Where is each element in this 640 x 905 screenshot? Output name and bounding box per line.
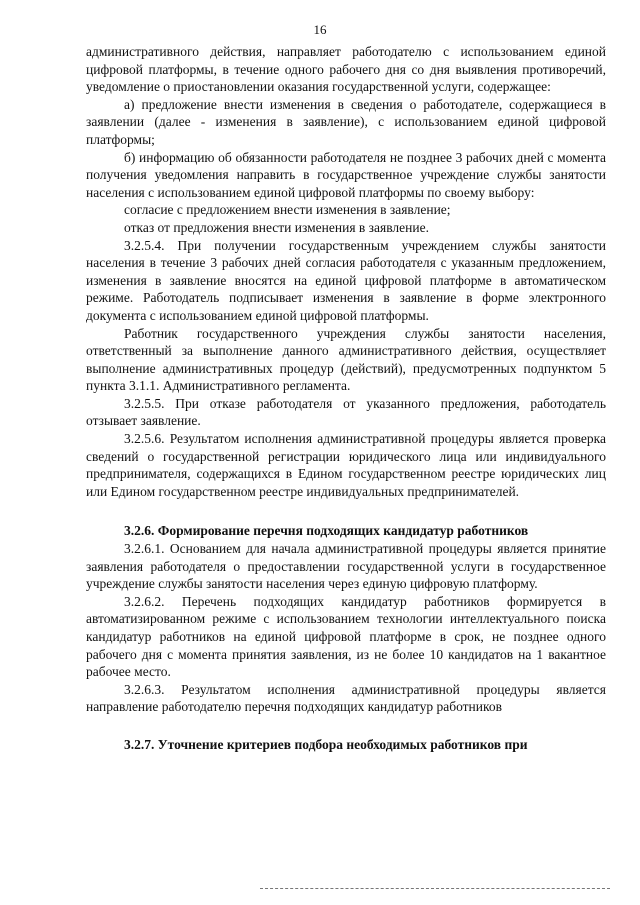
paragraph: 3.2.5.6. Результатом исполнения административной процедуры является проверка сведений о государственной регистрации юридического лица или индивидуального предпринимателя, содержащихся в Едином государственном реестре юридических лиц или Едином государственном реестре индивидуальных предпринимателей. [86,431,606,499]
paragraph: административного действия, направляет работодателю с использованием единой цифровой платформы, в течение одного рабочего дня со дня выявления противоречий, уведомление о приостановлении оказания государственной услуги, содержащее: [86,44,606,95]
paragraph: согласие с предложением внести изменения в заявление; [124,202,451,218]
footer-divider [260,888,610,889]
paragraph: Работник государственного учреждения службы занятости населения, ответственный за выполнение данного административного действия, осуществляет выполнение административных процедур (действий), предусмотренных подпунктом 5 пункта 3.1.1. Административного регламента. [86,325,606,394]
paragraph: 3.2.6.1. Основанием для начала административной процедуры является принятие заявления работодателя о предоставлении государственной услуги в государственное учреждение службы занятости населения через единую цифровую платформу. [86,541,606,592]
page-number: 16 [313,22,327,37]
paragraph: а) предложение внести изменения в сведения о работодателе, содержащиеся в заявлении (далее - изменения в заявление), с использованием единой цифровой платформы; [86,96,606,147]
section-heading: 3.2.6. Формирование перечня подходящих кандидатур работников [124,523,529,539]
document-body [86,43,606,754]
paragraph: 3.2.5.4. При получении государственным учреждением службы занятости населения в течение 3 рабочих дней согласия работодателя с указанным предложением, изменения в заявление вносятся на единой цифровой платформе в автоматическом режиме. Работодатель подписывает изменения в заявление в форме электронного документа с использованием единой цифровой платформы. [86,237,606,323]
paragraph: 3.2.6.2. Перечень подходящих кандидатур работников формируется в автоматизированном режиме с использованием технологии интеллектуального поиска кандидатур работников на единой цифровой платформе в срок, не позднее одного рабочего дня с момента принятия заявления, из не более 10 кандидатов на 1 вакантное рабочее место. [86,593,606,680]
paragraph: 3.2.5.5. При отказе работодателя от указанного предложения, работодатель отзывает заявление. [86,395,606,429]
section-heading: 3.2.7. Уточнение критериев подбора необходимых работников при [124,736,528,752]
paragraph: б) информацию об обязанности работодателя не позднее 3 рабочих дней с момента получения уведомления направить в государственное учреждение службы занятости населения с использованием единой цифровой платформы по своему выбору: [86,149,606,200]
paragraph: отказ от предложения внести изменения в заявление. [124,219,429,235]
paragraph: 3.2.6.3. Результатом исполнения административной процедуры является направление работодателю перечня подходящих кандидатур работников [86,681,606,715]
